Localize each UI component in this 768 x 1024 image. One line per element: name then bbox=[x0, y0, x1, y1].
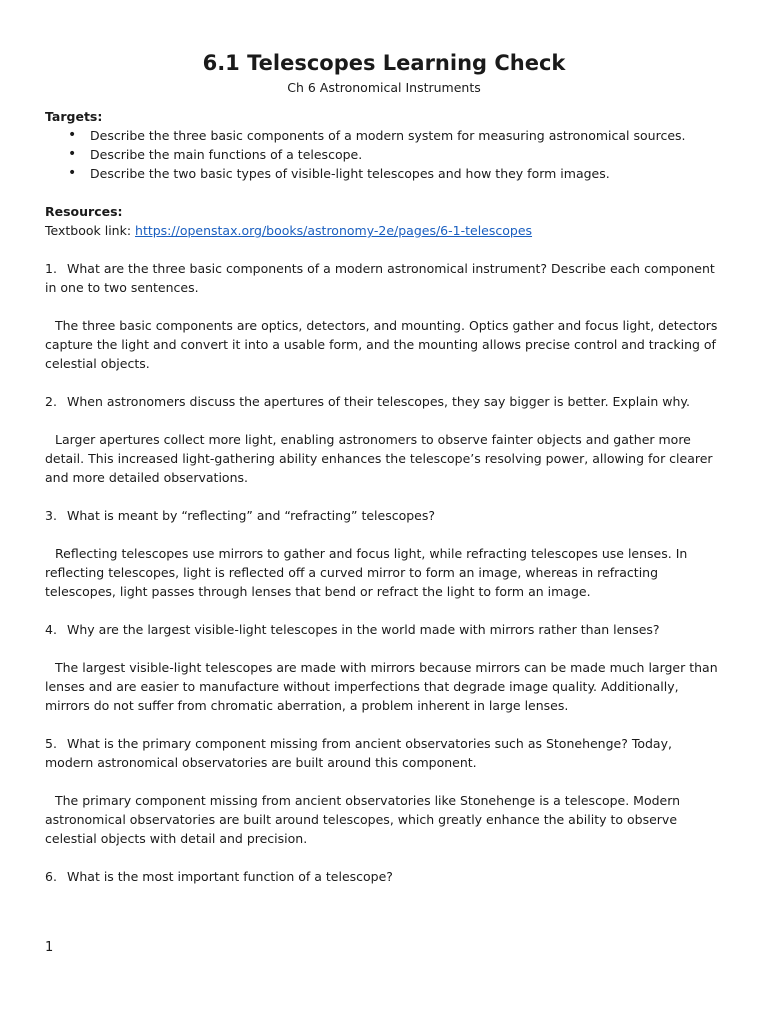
question-text: What is the primary component missing from ancient observatories such as Stonehenge? Today, modern astronomical observatories are built around this component. bbox=[45, 736, 672, 770]
question-number: 4. bbox=[45, 622, 57, 637]
target-item: • Describe the main functions of a telescope. bbox=[90, 145, 723, 164]
question-text: What is meant by “reflecting” and “refracting” telescopes? bbox=[67, 508, 436, 523]
question-text: Why are the largest visible-light telescopes in the world made with mirrors rather than lenses? bbox=[67, 622, 660, 637]
question-5 bbox=[45, 734, 723, 772]
page-number: 1 bbox=[45, 940, 54, 955]
targets-heading: Targets: bbox=[45, 109, 103, 124]
answer-5[interactable]: The primary component missing from ancient observatories like Stonehenge is a telescope. Modern astronomical observatories are built around telescopes, which greatly enhance the ability to observe celestial objects with detail and precision. bbox=[45, 793, 681, 846]
textbook-link-line bbox=[45, 221, 723, 240]
resources-heading: Resources: bbox=[45, 204, 123, 219]
target-item: • Describe the three basic components of a modern system for measuring astronomical sources. bbox=[90, 126, 723, 145]
question-text: What are the three basic components of a modern astronomical instrument? Describe each component in one to two sentences. bbox=[45, 261, 715, 295]
question-3 bbox=[45, 506, 723, 525]
answer-1[interactable]: The three basic components are optics, detectors, and mounting. Optics gather and focus light, detectors capture the light and convert it into a usable form, and the mounting allows precise control and tracking of celestial objects. bbox=[45, 318, 718, 371]
textbook-link-prefix: Textbook link: bbox=[45, 223, 136, 238]
question-number: 3. bbox=[45, 508, 57, 523]
answer-4[interactable]: The largest visible-light telescopes are made with mirrors because mirrors can be made much larger than lenses and are easier to manufacture without imperfections that degrade image quality. Additionally, mirrors do not suffer from chromatic aberration, a problem inherent in large lenses. bbox=[45, 660, 718, 713]
question-text: When astronomers discuss the apertures of their telescopes, they say bigger is better. Explain why. bbox=[67, 394, 690, 409]
question-number: 1. bbox=[45, 261, 57, 276]
question-1 bbox=[45, 259, 723, 297]
page-title: 6.1 Telescopes Learning Check bbox=[202, 51, 566, 75]
question-number: 5. bbox=[45, 736, 57, 751]
question-4 bbox=[45, 620, 723, 639]
question-number: 2. bbox=[45, 394, 57, 409]
answer-3[interactable]: Reflecting telescopes use mirrors to gather and focus light, while refracting telescopes use lenses. In reflecting telescopes, light is reflected off a curved mirror to form an image, whereas in refracting telescopes, light passes through lenses that bend or refract the light to form an image. bbox=[45, 546, 688, 599]
question-text: What is the most important function of a telescope? bbox=[67, 869, 393, 884]
document-page bbox=[45, 48, 723, 886]
targets-list bbox=[45, 126, 723, 183]
question-6 bbox=[45, 867, 723, 886]
question-2 bbox=[45, 392, 723, 411]
answer-2[interactable]: Larger apertures collect more light, enabling astronomers to observe fainter objects and gather more detail. This increased light-gathering ability enhances the telescope’s resolving power, allowing for clearer and more detailed observations. bbox=[45, 432, 713, 485]
textbook-link[interactable]: https://openstax.org/books/astronomy-2e/pages/6-1-telescopes bbox=[135, 223, 533, 238]
target-item: • Describe the two basic types of visible-light telescopes and how they form images. bbox=[90, 164, 723, 183]
question-number: 6. bbox=[45, 869, 57, 884]
page-subtitle: Ch 6 Astronomical Instruments bbox=[287, 80, 481, 95]
